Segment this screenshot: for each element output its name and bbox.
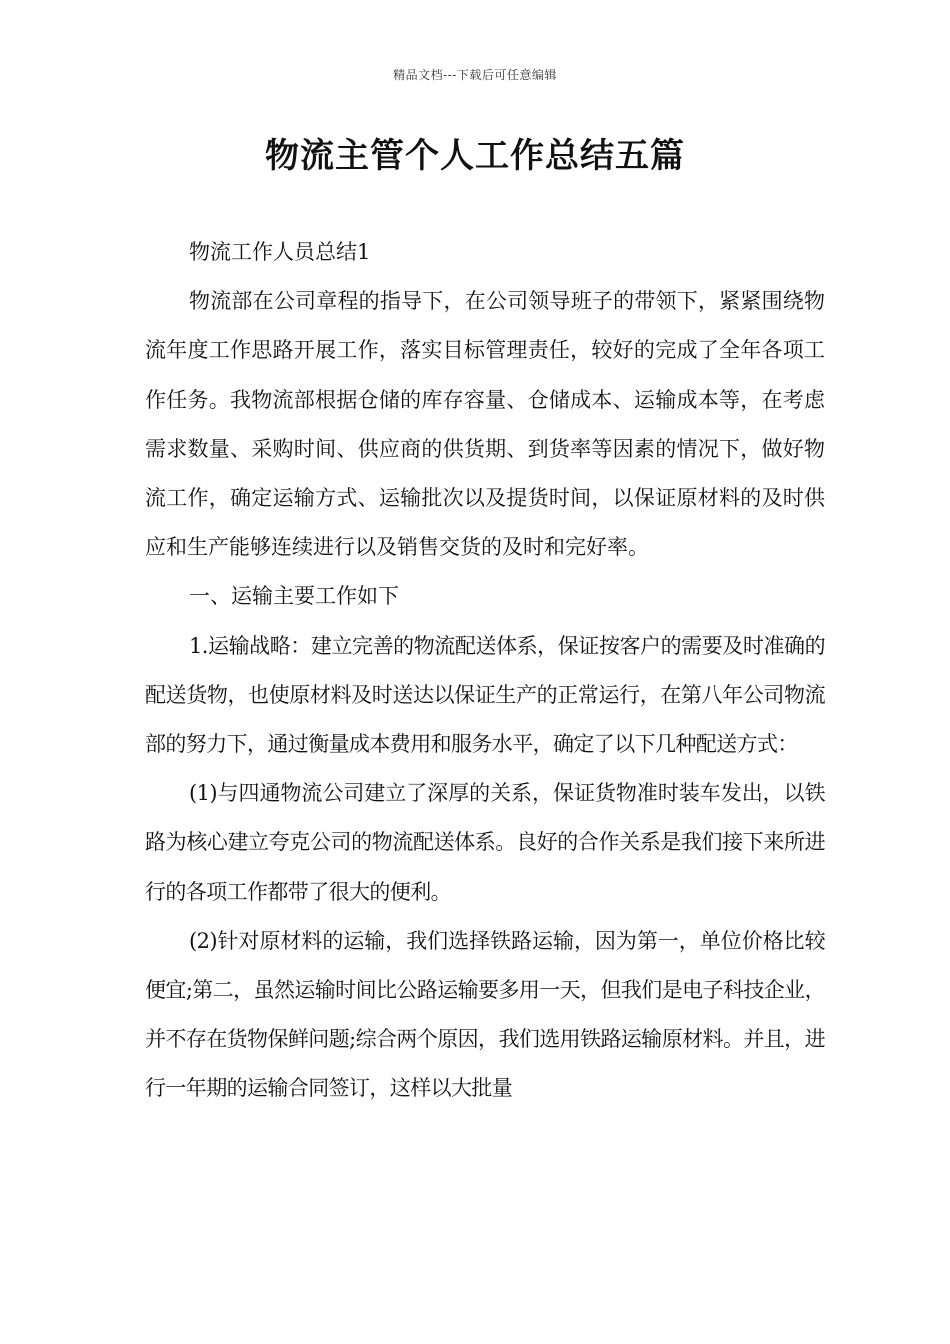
section-heading: 物流工作人员总结1	[189, 240, 371, 264]
header-note: 精品文档---下载后可任意编辑	[393, 68, 557, 82]
body-paragraph: (2)针对原材料的运输，我们选择铁路运输，因为第一，单位价格比较便宜;第二，虽然运输时间比公路运输要多用一天，但我们是电子科技企业，并不存在货物保鲜问题;综合两个原因，我们选用铁路运输原材料。并且，进行一年期的运输合同签订，这样以大批量	[145, 928, 825, 1101]
document-body	[145, 228, 825, 1114]
body-paragraph: (1)与四通物流公司建立了深厚的关系，保证货物准时装车发出，以铁路为核心建立夸克公司的物流配送体系。良好的合作关系是我们接下来所进行的各项工作都带了很大的便利。	[145, 781, 825, 904]
document-title: 物流主管个人工作总结五篇	[265, 136, 685, 176]
body-paragraph: 1.运输战略：建立完善的物流配送体系，保证按客户的需要及时准确的配送货物，也使原材料及时送达以保证生产的正常运行，在第八年公司物流部的努力下，通过衡量成本费用和服务水平，确定了以下几种配送方式：	[145, 633, 825, 757]
body-paragraph: 物流部在公司章程的指导下，在公司领导班子的带领下，紧紧围绕物流年度工作思路开展工作，落实目标管理责任，较好的完成了全年各项工作任务。我物流部根据仓储的库存容量、仓储成本、运输成本等，在考虑需求数量、采购时间、供应商的供货期、到货率等因素的情况下，做好物流工作，确定运输方式、运输批次以及提货时间，以保证原材料的及时供应和生产能够连续进行以及销售交货的及时和完好率。	[145, 289, 825, 560]
section-heading: 一、运输主要工作如下	[189, 584, 399, 609]
